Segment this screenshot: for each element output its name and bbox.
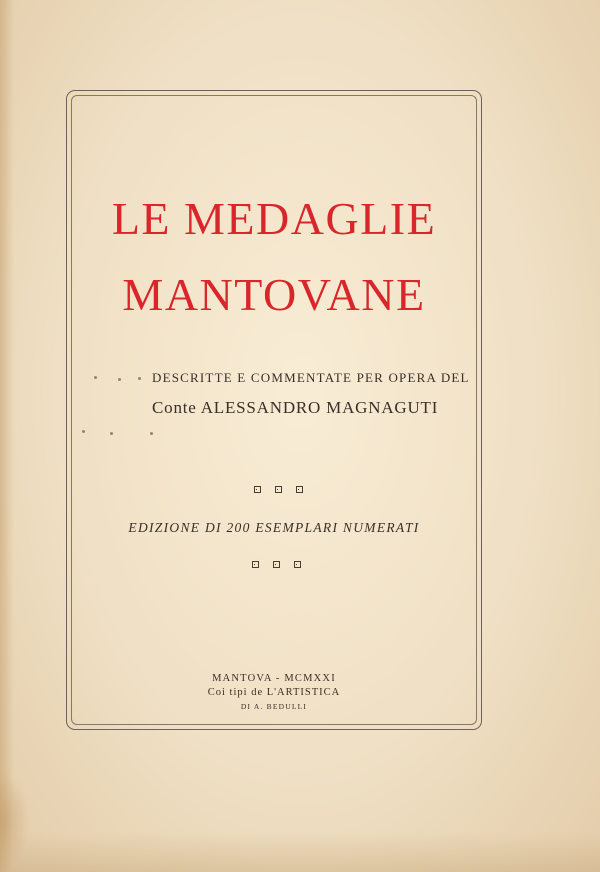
edition-note: EDIZIONE DI 200 ESEMPLARI NUMERATI (128, 520, 420, 535)
page-edge-shadow (0, 0, 14, 872)
imprint-place-year: MANTOVA - MCMXXI (212, 673, 336, 684)
square-ornament-icon (296, 486, 303, 493)
author-line: Conte ALESSANDRO MAGNAGUTI (152, 398, 439, 417)
page-bottom-shadow (0, 832, 600, 872)
square-ornament-icon (254, 486, 261, 493)
title-line-1: LE MEDAGLIE (111, 193, 437, 244)
ornament-divider-bottom (66, 561, 482, 568)
subtitle-line-1: DESCRITTE E COMMENTATE PER OPERA DEL (152, 370, 470, 385)
imprint-printer: Coi tipi de L'ARTISTICA (207, 687, 341, 698)
square-ornament-icon (294, 561, 301, 568)
square-ornament-icon (252, 561, 259, 568)
ink-speck (82, 430, 85, 433)
title-line-2: MANTOVANE (122, 269, 426, 320)
imprint-printer-owner: DI A. BEDULLI (240, 702, 308, 711)
ink-speck (94, 376, 97, 379)
ink-speck (118, 378, 121, 381)
square-ornament-icon (275, 486, 282, 493)
square-ornament-icon (273, 561, 280, 568)
ink-speck (110, 432, 113, 435)
ink-speck (150, 432, 153, 435)
ink-speck (138, 377, 141, 380)
paper-stain (0, 770, 30, 872)
ornament-divider-top (66, 486, 482, 493)
